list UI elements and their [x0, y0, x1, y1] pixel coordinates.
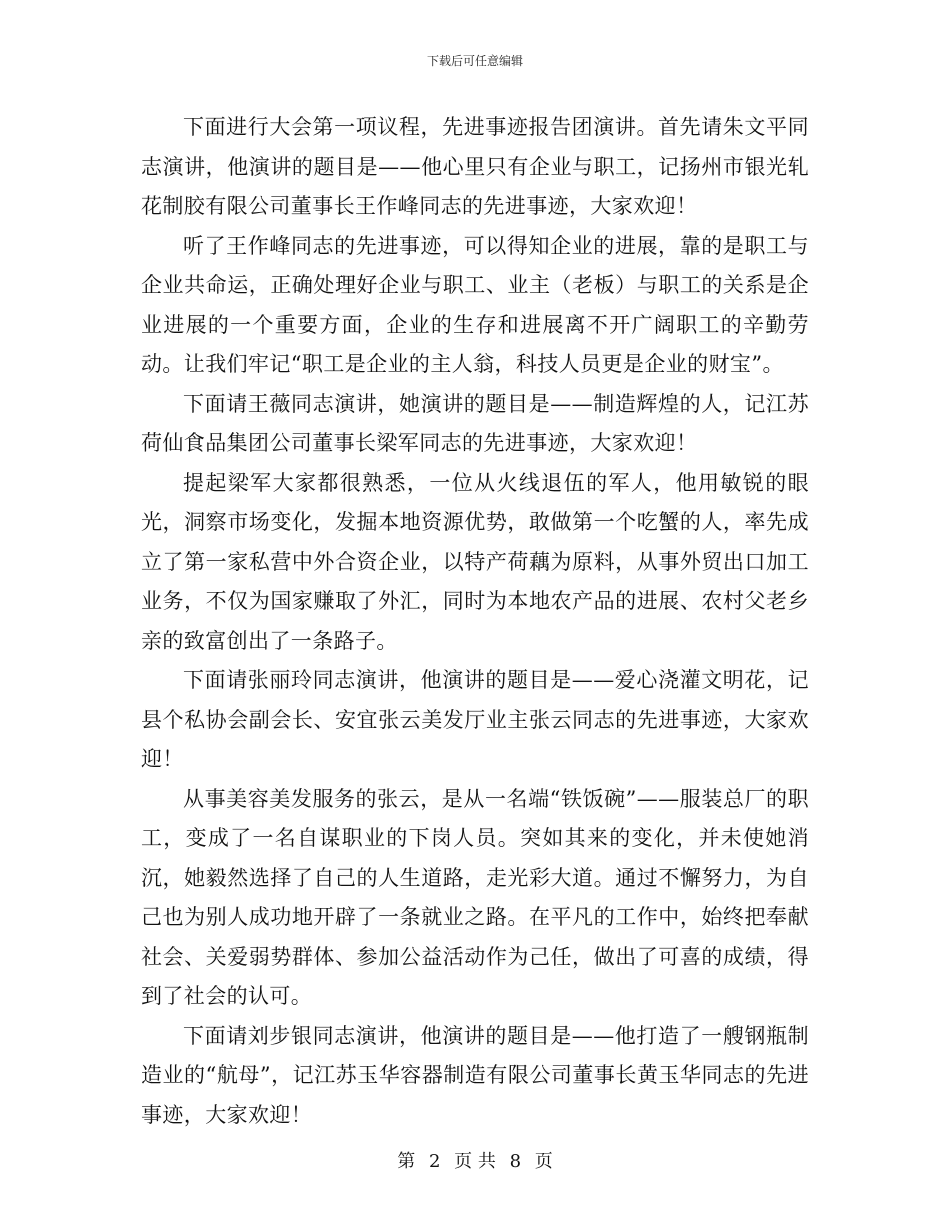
paragraph-3: 下面请王薇同志演讲，她演讲的题目是——制造辉煌的人，记江苏荷仙食品集团公司董事长梁军同志的先进事迹，大家欢迎！ [141, 391, 809, 455]
page-footer [0, 1148, 950, 1176]
document-body [141, 108, 809, 1135]
page-label-suffix: 页 [534, 1151, 553, 1172]
paragraph-6: 从事美容美发服务的张云，是从一名端“铁饭碗”——服装总厂的职工，变成了一名自谋职业的下岗人员。突如其来的变化，并未使她消沉，她毅然选择了自己的人生道路，走光彩大道。通过不懈努力，为自己也为别人成功地开辟了一条就业之路。在平凡的工作中，始终把奉献社会、关爱弱势群体、参加公益活动作为己任，做出了可喜的成绩，得到了社会的认可。 [141, 786, 809, 1008]
paragraph-5: 下面请张丽玲同志演讲，他演讲的题目是——爱心浇灌文明花，记县个私协会副会长、安宜张云美发厅业主张云同志的先进事迹，大家欢迎！ [141, 668, 809, 771]
paragraph-4: 提起梁军大家都很熟悉，一位从火线退伍的军人，他用敏锐的眼光，洞察市场变化，发掘本地资源优势，敢做第一个吃蟹的人，率先成立了第一家私营中外合资企业，以特产荷藕为原料，从事外贸出口加工业务，不仅为国家赚取了外汇，同时为本地农产品的进展、农村父老乡亲的致富创出了一条路子。 [141, 470, 809, 653]
page-header [0, 51, 950, 71]
paragraph-2: 听了王作峰同志的先进事迹，可以得知企业的进展，靠的是职工与企业共命运，正确处理好企业与职工、业主（老板）与职工的关系是企业进展的一个重要方面，企业的生存和进展离不开广阔职工的辛勤劳动。让我们牢记“职工是企业的主人翁，科技人员更是企业的财宝”。 [141, 233, 809, 376]
page-label-middle: 页 共 [454, 1151, 496, 1172]
total-pages-number: 8 [509, 1151, 522, 1172]
page-label-prefix: 第 [397, 1151, 416, 1172]
paragraph-7: 下面请刘步银同志演讲，他演讲的题目是——他打造了一艘钢瓶制造业的“航母”，记江苏玉华容器制造有限公司董事长黄玉华同志的先进事迹，大家欢迎！ [141, 1023, 809, 1127]
paragraph-1: 下面进行大会第一项议程，先进事迹报告团演讲。首先请朱文平同志演讲，他演讲的题目是——他心里只有企业与职工，记扬州市银光轧花制胶有限公司董事长王作峰同志的先进事迹，大家欢迎！ [141, 115, 809, 218]
header-note: 下载后可任意编辑 [426, 54, 523, 68]
current-page-number: 2 [428, 1151, 441, 1172]
